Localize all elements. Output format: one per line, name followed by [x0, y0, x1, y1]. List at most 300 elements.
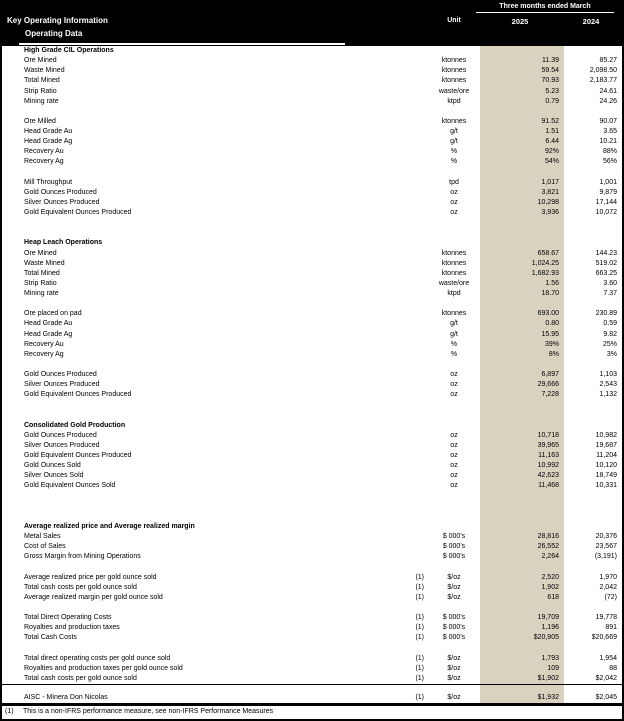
- row-label: [2, 400, 398, 410]
- table-row: [2, 370, 622, 380]
- row-value-2025: 1,196: [480, 623, 564, 633]
- table-row: [2, 593, 622, 603]
- row-value-2024: 3.60: [603, 279, 617, 287]
- row-value-2025: [480, 421, 564, 431]
- footnote-ref: (1): [415, 593, 424, 601]
- row-value-2024: 144.23: [595, 249, 617, 257]
- row-unit: [428, 421, 480, 431]
- report-header: [2, 0, 622, 46]
- spacer-row: [2, 218, 622, 228]
- row-unit: oz: [450, 431, 458, 439]
- row-value-2025: 70.93: [480, 76, 564, 86]
- footnote-ref: [398, 350, 428, 360]
- row-unit: [428, 218, 480, 228]
- footnote-ref: [398, 451, 428, 461]
- row-unit: $/oz: [447, 674, 461, 682]
- table-row: [2, 76, 622, 86]
- row-label: Gold Equivalent Ounces Produced: [24, 391, 132, 399]
- row-value-2024: [564, 46, 622, 56]
- row-value-2025: 693.00: [480, 309, 564, 319]
- row-unit: [428, 411, 480, 421]
- row-value-2025: [480, 218, 564, 228]
- spacer-row: [2, 299, 622, 309]
- row-value-2024: 10,120: [595, 462, 617, 470]
- row-label: Average realized margin per gold ounce sold: [24, 593, 163, 601]
- footnote-ref: [398, 340, 428, 350]
- footnote-ref: [398, 147, 428, 157]
- row-value-2025: 0.79: [480, 97, 564, 107]
- row-unit: ktpd: [447, 290, 461, 297]
- row-label: Ore placed on pad: [24, 310, 82, 318]
- row-label: Consolidated Gold Production: [24, 421, 126, 429]
- row-unit: ktpd: [447, 97, 461, 105]
- footnote-ref: [398, 532, 428, 542]
- table-row: [2, 390, 622, 400]
- row-label: Gold Equivalent Ounces Produced: [24, 209, 132, 216]
- row-label: Total cash costs per gold ounce sold: [24, 674, 137, 682]
- row-unit: $/oz: [447, 654, 461, 662]
- footnote-ref: [398, 228, 428, 238]
- column-header-2025: 2025: [511, 17, 529, 26]
- row-value-2024: [564, 421, 622, 431]
- footnote-ref: [398, 552, 428, 562]
- row-value-2025: 59.54: [480, 66, 564, 76]
- row-value-2025: 91.52: [480, 117, 564, 127]
- period-header: Three months ended March: [476, 3, 614, 13]
- row-value-2024: 18,749: [595, 472, 617, 480]
- row-unit: [428, 107, 480, 117]
- section-header-row: [2, 238, 622, 248]
- footnote-ref: [398, 208, 428, 218]
- row-value-2024: (72): [604, 593, 617, 601]
- footnote-ref: [398, 87, 428, 97]
- row-value-2025: 1,682.93: [480, 269, 564, 279]
- row-label: Ore Milled: [24, 117, 56, 125]
- row-value-2025: 11,163: [480, 451, 564, 461]
- table-row: [2, 451, 622, 461]
- spacer-row: [2, 562, 622, 572]
- row-value-2025: 8%: [480, 350, 564, 360]
- footnote-ref: [398, 127, 428, 137]
- row-value-2024: [564, 512, 622, 522]
- row-unit: %: [450, 158, 458, 166]
- row-label: Ore Mined: [24, 57, 57, 65]
- row-unit: waste/ore: [438, 279, 470, 287]
- row-unit: oz: [450, 482, 458, 490]
- row-value-2025: [480, 522, 564, 532]
- footnote-ref: [398, 249, 428, 259]
- row-label: [2, 360, 398, 370]
- row-unit: [428, 643, 480, 653]
- row-unit: [428, 522, 480, 532]
- footnote-ref: (1): [415, 634, 424, 642]
- row-value-2025: 92%: [480, 147, 564, 157]
- table-row: [2, 674, 622, 684]
- row-value-2024: $2,042: [595, 674, 617, 682]
- row-label: Silver Ounces Produced: [24, 198, 100, 206]
- row-label: High Grade CIL Operations: [24, 47, 114, 54]
- row-label: Gold Equivalent Ounces Sold: [24, 482, 116, 490]
- spacer-row: [2, 360, 622, 370]
- row-label: [2, 643, 398, 653]
- row-value-2025: $1,932: [480, 685, 564, 703]
- row-value-2025: [480, 228, 564, 238]
- row-unit: g/t: [450, 128, 458, 135]
- row-label: Gold Ounces Produced: [24, 431, 97, 439]
- table-row: [2, 269, 622, 279]
- row-label: AISC - Minera Don Nicolas: [24, 693, 108, 701]
- row-unit: $ 000's: [442, 634, 466, 642]
- footnote-ref: [398, 76, 428, 86]
- footnote-ref: [398, 461, 428, 471]
- row-unit: waste/ore: [438, 87, 470, 95]
- row-unit: [428, 46, 480, 56]
- table-row: [2, 583, 622, 593]
- row-value-2024: 2,098.50: [589, 67, 617, 75]
- row-label: Mining rate: [24, 290, 59, 297]
- footnote-ref: [398, 188, 428, 198]
- footnote-ref: [398, 117, 428, 127]
- row-unit: [428, 360, 480, 370]
- row-unit: ktonnes: [441, 249, 467, 257]
- row-value-2024: 17,144: [595, 198, 617, 206]
- row-label: Head Grade Au: [24, 128, 73, 135]
- row-value-2024: 20,376: [595, 533, 617, 540]
- row-unit: oz: [450, 381, 458, 389]
- row-label: Total Direct Operating Costs: [24, 614, 112, 621]
- row-unit: %: [450, 350, 458, 358]
- row-label: Waste Mined: [24, 259, 65, 267]
- spacer-row: [2, 643, 622, 653]
- row-label: Strip Ratio: [24, 87, 57, 95]
- footnote-ref: [398, 471, 428, 481]
- row-value-2024: 24.26: [599, 97, 617, 105]
- footnote-ref: [398, 502, 428, 512]
- unit-column-header: Unit: [447, 17, 461, 24]
- row-value-2024: 891: [605, 624, 617, 632]
- row-unit: g/t: [450, 138, 458, 146]
- footnote-ref: [398, 400, 428, 410]
- spacer-row: [2, 228, 622, 238]
- table-row: [2, 309, 622, 319]
- row-label: Head Grade Ag: [24, 330, 73, 338]
- footnote-ref: [398, 441, 428, 451]
- row-value-2025: 18.70: [480, 289, 564, 299]
- footnote-ref: [398, 157, 428, 167]
- row-value-2025: 1,024.25: [480, 259, 564, 269]
- row-label: Total direct operating costs per gold ounce sold: [24, 654, 171, 662]
- row-value-2024: 11,204: [596, 452, 617, 459]
- table-row: [2, 380, 622, 390]
- row-label: Waste Mined: [24, 67, 65, 75]
- table-row: [2, 87, 622, 97]
- page-title: Key Operating Information: [7, 16, 108, 25]
- footnote-ref: [398, 481, 428, 491]
- row-value-2024: 0.59: [603, 320, 617, 328]
- row-value-2025: 28,816: [480, 532, 564, 542]
- table-row: [2, 259, 622, 269]
- row-value-2025: [480, 299, 564, 309]
- row-value-2025: 109: [480, 664, 564, 674]
- row-unit: [428, 400, 480, 410]
- table-row: [2, 461, 622, 471]
- row-label: Silver Ounces Produced: [24, 441, 100, 449]
- row-value-2024: 10.21: [599, 138, 617, 146]
- row-label: Total cash costs per gold ounce sold: [24, 583, 137, 591]
- row-unit: oz: [450, 209, 458, 216]
- row-value-2024: 56%: [602, 158, 617, 166]
- row-value-2024: 7.37: [603, 290, 617, 297]
- footnote-ref: (1): [415, 614, 424, 621]
- row-value-2024: $2,045: [595, 693, 617, 701]
- footnote-ref: [398, 309, 428, 319]
- row-label: Silver Ounces Produced: [24, 381, 100, 389]
- table-row: [2, 573, 622, 583]
- row-value-2024: 1,954: [599, 654, 617, 662]
- footnote-ref: [398, 319, 428, 329]
- row-value-2024: [564, 562, 622, 572]
- footnote-ref: [398, 643, 428, 653]
- table-row: [2, 97, 622, 107]
- table-row: [2, 147, 622, 157]
- footnote-ref: (1): [415, 664, 424, 672]
- row-value-2024: 9,879: [599, 188, 617, 196]
- row-value-2024: 2,543: [599, 381, 617, 389]
- row-label: [2, 562, 398, 572]
- row-value-2025: [480, 168, 564, 178]
- row-label: Royalties and production taxes per gold ounce sold: [24, 664, 183, 672]
- row-unit: oz: [450, 391, 458, 399]
- table-row: [2, 613, 622, 623]
- row-value-2025: 11,468: [480, 481, 564, 491]
- row-value-2024: 3%: [606, 350, 617, 358]
- footnote-ref: [398, 522, 428, 532]
- row-label: Average realized price and Average realized margin: [24, 522, 195, 530]
- row-value-2025: 1,017: [480, 178, 564, 188]
- row-label: Metal Sales: [24, 533, 61, 540]
- row-value-2025: $20,905: [480, 633, 564, 643]
- row-value-2025: [480, 502, 564, 512]
- row-unit: ktonnes: [441, 310, 467, 318]
- row-value-2024: [564, 502, 622, 512]
- row-value-2024: 24.61: [599, 87, 617, 95]
- row-unit: $ 000's: [442, 614, 466, 621]
- row-value-2024: (3,191): [594, 553, 617, 561]
- row-value-2025: [480, 360, 564, 370]
- footnote-ref: [398, 380, 428, 390]
- table-row: [2, 66, 622, 76]
- table-row: [2, 188, 622, 198]
- row-unit: ktonnes: [441, 269, 467, 277]
- row-value-2025: $1,902: [480, 674, 564, 684]
- row-unit: [428, 492, 480, 502]
- footnote-ref: [398, 411, 428, 421]
- row-value-2025: [480, 107, 564, 117]
- row-unit: $ 000's: [442, 553, 466, 561]
- table-row: [2, 319, 622, 329]
- row-label: Royalties and production taxes: [24, 624, 120, 632]
- row-unit: $ 000's: [442, 543, 466, 551]
- row-value-2025: [480, 46, 564, 56]
- row-value-2024: [564, 360, 622, 370]
- footnote-ref: [398, 97, 428, 107]
- row-label: [2, 492, 398, 502]
- footnote-ref: [398, 218, 428, 228]
- row-label: Head Grade Ag: [24, 138, 73, 146]
- row-value-2024: [564, 218, 622, 228]
- row-value-2024: 1,103: [599, 371, 617, 378]
- row-value-2024: 88: [609, 664, 617, 672]
- row-unit: oz: [450, 452, 458, 459]
- row-value-2025: 0.80: [480, 319, 564, 329]
- row-unit: %: [450, 340, 458, 348]
- row-label: Heap Leach Operations: [24, 239, 103, 247]
- table-row: [2, 350, 622, 360]
- table-row: [2, 208, 622, 218]
- row-value-2025: 1,793: [480, 654, 564, 664]
- table-row: [2, 633, 622, 643]
- row-unit: [428, 603, 480, 613]
- table-row: [2, 178, 622, 188]
- row-value-2025: [480, 492, 564, 502]
- aisc-row: [2, 684, 622, 703]
- row-label: [2, 502, 398, 512]
- row-value-2024: 25%: [602, 340, 617, 348]
- row-label: Total Mined: [24, 77, 60, 85]
- row-value-2024: 2,042: [599, 583, 617, 591]
- row-label: Recovery Au: [24, 340, 64, 348]
- row-unit: $/oz: [447, 593, 461, 601]
- row-value-2024: 90.07: [599, 117, 617, 125]
- row-value-2025: 1,902: [480, 583, 564, 593]
- row-value-2025: [480, 400, 564, 410]
- footnote-ref: (1): [415, 674, 424, 682]
- row-label: Mining rate: [24, 97, 59, 105]
- section-header-row: [2, 421, 622, 431]
- row-value-2025: 10,992: [480, 461, 564, 471]
- table-row: [2, 441, 622, 451]
- row-value-2025: [480, 643, 564, 653]
- row-unit: $/oz: [447, 693, 461, 701]
- table-row: [2, 623, 622, 633]
- table-row: [2, 289, 622, 299]
- spacer-row: [2, 603, 622, 613]
- row-value-2024: [564, 522, 622, 532]
- row-value-2025: 2,520: [480, 573, 564, 583]
- row-value-2024: 9.82: [603, 330, 617, 338]
- footnote-text: This is a non-IFRS performance measure, see non-IFRS Performance Measures: [23, 707, 274, 715]
- table-row: [2, 542, 622, 552]
- row-unit: [428, 228, 480, 238]
- spacer-row: [2, 512, 622, 522]
- table-row: [2, 654, 622, 664]
- row-value-2024: [564, 168, 622, 178]
- row-unit: oz: [450, 188, 458, 196]
- footnote-ref: [398, 370, 428, 380]
- row-value-2024: [564, 411, 622, 421]
- row-unit: ktonnes: [441, 259, 467, 267]
- section-title-operating-data: Operating Data: [25, 29, 83, 38]
- row-value-2024: [564, 238, 622, 248]
- row-value-2024: 2,183.77: [589, 77, 617, 85]
- row-value-2025: 6.44: [480, 137, 564, 147]
- row-value-2025: 11.39: [480, 56, 564, 66]
- spacer-row: [2, 107, 622, 117]
- row-value-2025: 15.95: [480, 330, 564, 340]
- footnote-ref: [398, 198, 428, 208]
- row-label: [2, 411, 398, 421]
- row-label: Ore Mined: [24, 249, 57, 257]
- footnote-ref: (1): [415, 693, 424, 701]
- column-header-2024: 2024: [582, 17, 600, 26]
- row-unit: $/oz: [447, 664, 461, 672]
- row-value-2025: 10,718: [480, 431, 564, 441]
- row-unit: [428, 502, 480, 512]
- footnote: [2, 706, 622, 718]
- row-label: Gold Equivalent Ounces Produced: [24, 452, 132, 459]
- row-label: [2, 512, 398, 522]
- row-value-2025: 1.56: [480, 279, 564, 289]
- footnote-ref: [398, 431, 428, 441]
- row-unit: [428, 299, 480, 309]
- footnote-ref: [398, 279, 428, 289]
- table-row: [2, 137, 622, 147]
- table-row: [2, 117, 622, 127]
- footnote-ref: [398, 330, 428, 340]
- row-value-2024: 85.27: [599, 57, 617, 65]
- row-value-2025: 19,709: [480, 613, 564, 623]
- row-value-2025: [480, 562, 564, 572]
- row-value-2024: 230.89: [595, 310, 617, 318]
- footnote-ref: [398, 56, 428, 66]
- row-unit: oz: [450, 371, 458, 378]
- footnote-ref: [398, 492, 428, 502]
- operating-data-table: [2, 46, 622, 684]
- row-value-2024: [564, 228, 622, 238]
- table-row: [2, 481, 622, 491]
- row-value-2024: [564, 603, 622, 613]
- row-value-2024: 3.65: [603, 128, 617, 135]
- row-label: Average realized price per gold ounce sold: [24, 573, 157, 581]
- footnote-ref: [398, 542, 428, 552]
- row-unit: $/oz: [447, 583, 461, 591]
- row-label: Gold Ounces Produced: [24, 371, 97, 378]
- row-unit: tpd: [449, 178, 459, 186]
- row-unit: oz: [450, 472, 458, 480]
- row-value-2025: 658.67: [480, 249, 564, 259]
- row-unit: oz: [450, 198, 458, 206]
- row-value-2024: 23,567: [595, 543, 617, 551]
- row-value-2025: [480, 238, 564, 248]
- row-value-2025: 54%: [480, 157, 564, 167]
- row-value-2025: 3,821: [480, 188, 564, 198]
- row-label: Mill Throughput: [24, 178, 73, 186]
- row-value-2024: [564, 643, 622, 653]
- table-row: [2, 127, 622, 137]
- footnote-ref: [398, 66, 428, 76]
- row-label: Recovery Au: [24, 148, 64, 156]
- row-unit: g/t: [450, 320, 458, 328]
- row-value-2024: 1,001: [599, 178, 617, 186]
- row-unit: [428, 562, 480, 572]
- spacer-row: [2, 400, 622, 410]
- section-header-row: [2, 522, 622, 532]
- row-unit: [428, 512, 480, 522]
- row-value-2025: 10,298: [480, 198, 564, 208]
- row-value-2025: 39%: [480, 340, 564, 350]
- table-row: [2, 471, 622, 481]
- row-unit: oz: [450, 462, 458, 470]
